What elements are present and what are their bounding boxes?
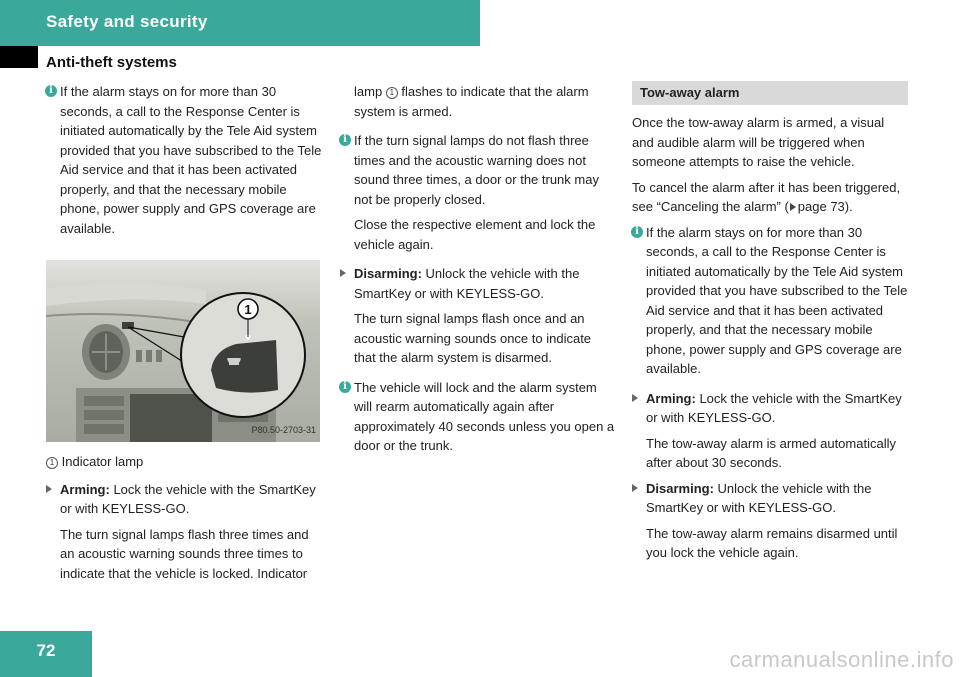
disarming-label: Disarming:	[354, 266, 422, 281]
tow-disarming-detail: The tow-away alarm remains disarmed until you lock the vehicle again.	[646, 525, 898, 560]
arming-label: Arming:	[60, 481, 110, 497]
page-reference-link[interactable]: page 73	[797, 199, 845, 214]
info-icon: i	[339, 134, 351, 146]
info-note-2-text: If the turn signal lamps do not flash three times and the acoustic warning does not sound three times, a door or the trunk may not be properly closed.	[354, 133, 599, 207]
tow-away-intro: Once the tow-away alarm is armed, a visual and audible alarm will be triggered when someone attempts to raise the vehicle.	[632, 115, 885, 169]
arming-detail-continued	[340, 82, 616, 121]
arming-step	[46, 480, 322, 519]
disarming-step	[340, 264, 616, 303]
info-note-1	[46, 82, 322, 238]
section-title: Safety and security	[46, 12, 208, 31]
step-arrow-icon	[340, 269, 346, 277]
header-marker	[0, 46, 38, 68]
cancel-note-text: To cancel the alarm after it has been triggered, see “Canceling the alarm” (	[632, 179, 901, 214]
caption-number: 1	[46, 457, 58, 469]
tow-disarming-step	[632, 479, 908, 518]
tow-away-cancel-note	[632, 178, 908, 217]
page-number: 72	[36, 641, 56, 660]
lamp-prefix: lamp	[354, 84, 386, 99]
step-arrow-icon	[632, 484, 638, 492]
arming-text: Lock the vehicle with the SmartKey or with KEYLESS-GO.	[60, 481, 316, 516]
arming-detail-text: The turn signal lamps flash three times and an acoustic warning sounds three times to indicate that the vehicle is locked. Indicator	[60, 526, 309, 581]
tow-arming-detail: The tow-away alarm is armed automatically after about 30 seconds.	[646, 435, 896, 470]
dashboard-illustration	[46, 260, 320, 442]
info-note-3	[340, 378, 616, 456]
page-ref-icon	[790, 203, 796, 211]
lamp-suffix: flashes to indicate that the alarm system is armed.	[354, 84, 589, 119]
tow-arming-step	[632, 389, 908, 428]
tow-arming-label: Arming:	[646, 390, 696, 406]
info-note-2	[340, 131, 616, 209]
info-note-1-text: If the alarm stays on for more than 30 seconds, a call to the Response Center is initiated automatically by the Tele Aid system provided that you have subscribed to the Tele Aid service and that it has been activated properly, and that the necessary mobile phone, power supply and GPS coverage are available.	[60, 84, 322, 236]
tow-arming-text: Lock the vehicle with the SmartKey or with KEYLESS-GO.	[646, 390, 902, 425]
column-3	[632, 82, 908, 569]
info-icon: i	[631, 226, 643, 238]
lamp-number: 1	[386, 87, 398, 99]
tow-away-section-header: Tow-away alarm	[632, 81, 908, 105]
tow-disarming-text: Unlock the vehicle with the SmartKey or with KEYLESS-GO.	[646, 480, 872, 515]
indicator-lamp-figure	[46, 260, 320, 442]
caption-text: Indicator lamp	[61, 454, 144, 469]
step-arrow-icon	[46, 485, 52, 493]
figure-code: P80.50-2703-31	[251, 424, 316, 435]
watermark: carmanualsonline.info	[729, 647, 954, 672]
step-arrow-icon	[632, 394, 638, 402]
figure-callout-1: 1	[244, 302, 252, 317]
page-subtitle: Anti-theft systems	[46, 54, 177, 71]
page-number-box	[0, 631, 92, 677]
column-1	[46, 82, 322, 589]
column-2	[340, 82, 616, 462]
info-note-3-text: The vehicle will lock and the alarm system will rearm automatically again after approximately 40 seconds unless you open a door or the trunk.	[354, 379, 615, 453]
info-note-4	[632, 223, 908, 379]
info-note-2-detail: Close the respective element and lock the vehicle again.	[354, 217, 596, 252]
disarming-detail: The turn signal lamps flash once and an acoustic warning sounds once to indicate that the alarm system is disarmed.	[354, 311, 592, 365]
figure-caption	[46, 452, 322, 472]
arming-detail	[46, 525, 322, 584]
info-note-4-text: If the alarm stays on for more than 30 seconds, a call to the Response Center is initiated automatically by the Tele Aid system provided that you have subscribed to the Tele Aid service and that it has been activated properly, and that the necessary mobile phone, power supply and GPS coverage are available.	[646, 224, 908, 376]
disarming-text: Unlock the vehicle with the SmartKey or with KEYLESS-GO.	[354, 266, 580, 301]
tow-disarming-label: Disarming:	[646, 480, 714, 496]
info-icon: i	[339, 381, 351, 393]
cancel-note-end: ).	[844, 199, 853, 214]
info-icon: i	[45, 85, 57, 97]
